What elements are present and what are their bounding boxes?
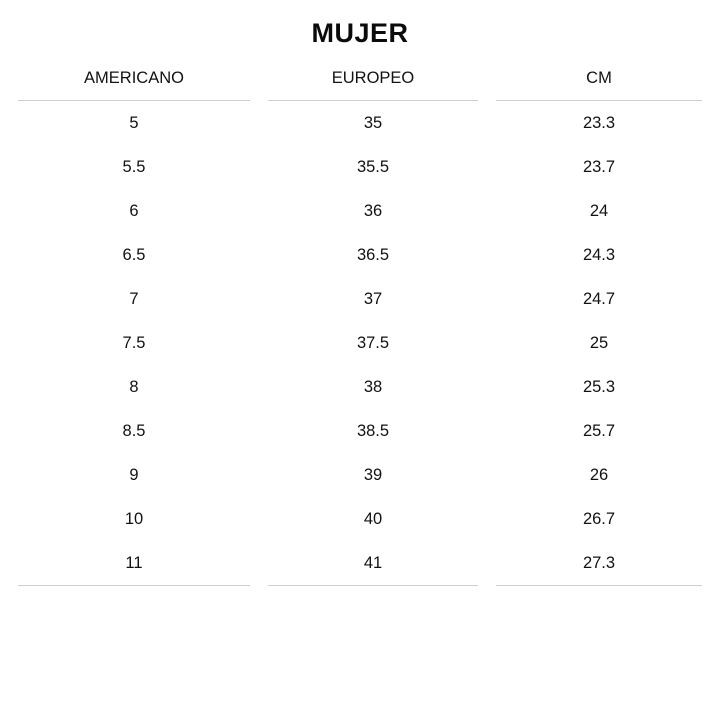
- cell-gap: [250, 189, 268, 233]
- cell-americano: 10: [124, 509, 144, 528]
- table-header: [18, 63, 702, 101]
- cell-europeo: 37: [363, 289, 383, 308]
- table-row: [18, 233, 702, 277]
- cell-europeo: 38.5: [356, 421, 390, 440]
- cell-americano: 5: [129, 113, 139, 132]
- cell-europeo: 35: [363, 113, 383, 132]
- cell-gap: [250, 365, 268, 409]
- cell-cm: 25: [589, 333, 609, 352]
- header-gap: [250, 63, 268, 101]
- cell-gap: [478, 145, 496, 189]
- cell-europeo: 36: [363, 201, 383, 220]
- cell-americano: 7.5: [122, 333, 146, 352]
- cell-americano: 8.5: [122, 421, 146, 440]
- cell-gap: [478, 365, 496, 409]
- cell-americano: 6: [129, 201, 139, 220]
- cell-americano: 11: [18, 541, 250, 586]
- size-conversion-table: [18, 63, 702, 586]
- cell-gap: [478, 101, 496, 146]
- cell-cm: 25.3: [582, 377, 616, 396]
- cell-gap: [478, 453, 496, 497]
- cell-cm: 26.7: [582, 509, 616, 528]
- cell-gap: [250, 145, 268, 189]
- cell-gap: [478, 233, 496, 277]
- cell-americano: 7: [129, 289, 139, 308]
- cell-gap: [478, 497, 496, 541]
- cell-europeo: 37.5: [356, 333, 390, 352]
- cell-cm: 27.3: [496, 541, 702, 586]
- table-row: [18, 365, 702, 409]
- column-header-americano: AMERICANO: [18, 63, 250, 101]
- cell-americano: 6.5: [122, 245, 146, 264]
- table-row: [18, 101, 702, 146]
- cell-cm: 24.3: [582, 245, 616, 264]
- table-header-row: [18, 63, 702, 101]
- table-row: [18, 497, 702, 541]
- cell-gap: [478, 541, 496, 586]
- table-body: [18, 101, 702, 586]
- cell-gap: [478, 321, 496, 365]
- cell-americano: 8: [129, 377, 139, 396]
- cell-gap: [250, 233, 268, 277]
- cell-cm: 25.7: [582, 421, 616, 440]
- cell-cm: 23.3: [582, 113, 616, 132]
- cell-cm: 26: [589, 465, 609, 484]
- cell-europeo: 35.5: [356, 157, 390, 176]
- table-row: [18, 321, 702, 365]
- cell-europeo: 36.5: [356, 245, 390, 264]
- cell-gap: [250, 409, 268, 453]
- cell-europeo: 41: [268, 541, 478, 586]
- cell-gap: [478, 277, 496, 321]
- cell-gap: [250, 541, 268, 586]
- cell-gap: [250, 453, 268, 497]
- cell-europeo: 39: [363, 465, 383, 484]
- table-row: [18, 453, 702, 497]
- table-row: [18, 541, 702, 586]
- cell-europeo: 40: [363, 509, 383, 528]
- table-row: [18, 409, 702, 453]
- table-row: [18, 277, 702, 321]
- cell-gap: [250, 101, 268, 146]
- table-row: [18, 189, 702, 233]
- cell-gap: [250, 321, 268, 365]
- cell-cm: 24: [589, 201, 609, 220]
- header-gap: [478, 63, 496, 101]
- table-row: [18, 145, 702, 189]
- column-header-cm: CM: [496, 63, 702, 101]
- cell-cm: 24.7: [582, 289, 616, 308]
- column-header-europeo: EUROPEO: [268, 63, 478, 101]
- cell-gap: [250, 497, 268, 541]
- cell-cm: 23.7: [582, 157, 616, 176]
- page-title: MUJER: [311, 18, 409, 48]
- cell-gap: [250, 277, 268, 321]
- cell-americano: 5.5: [122, 157, 146, 176]
- cell-gap: [478, 409, 496, 453]
- cell-europeo: 38: [363, 377, 383, 396]
- cell-gap: [478, 189, 496, 233]
- cell-americano: 9: [129, 465, 139, 484]
